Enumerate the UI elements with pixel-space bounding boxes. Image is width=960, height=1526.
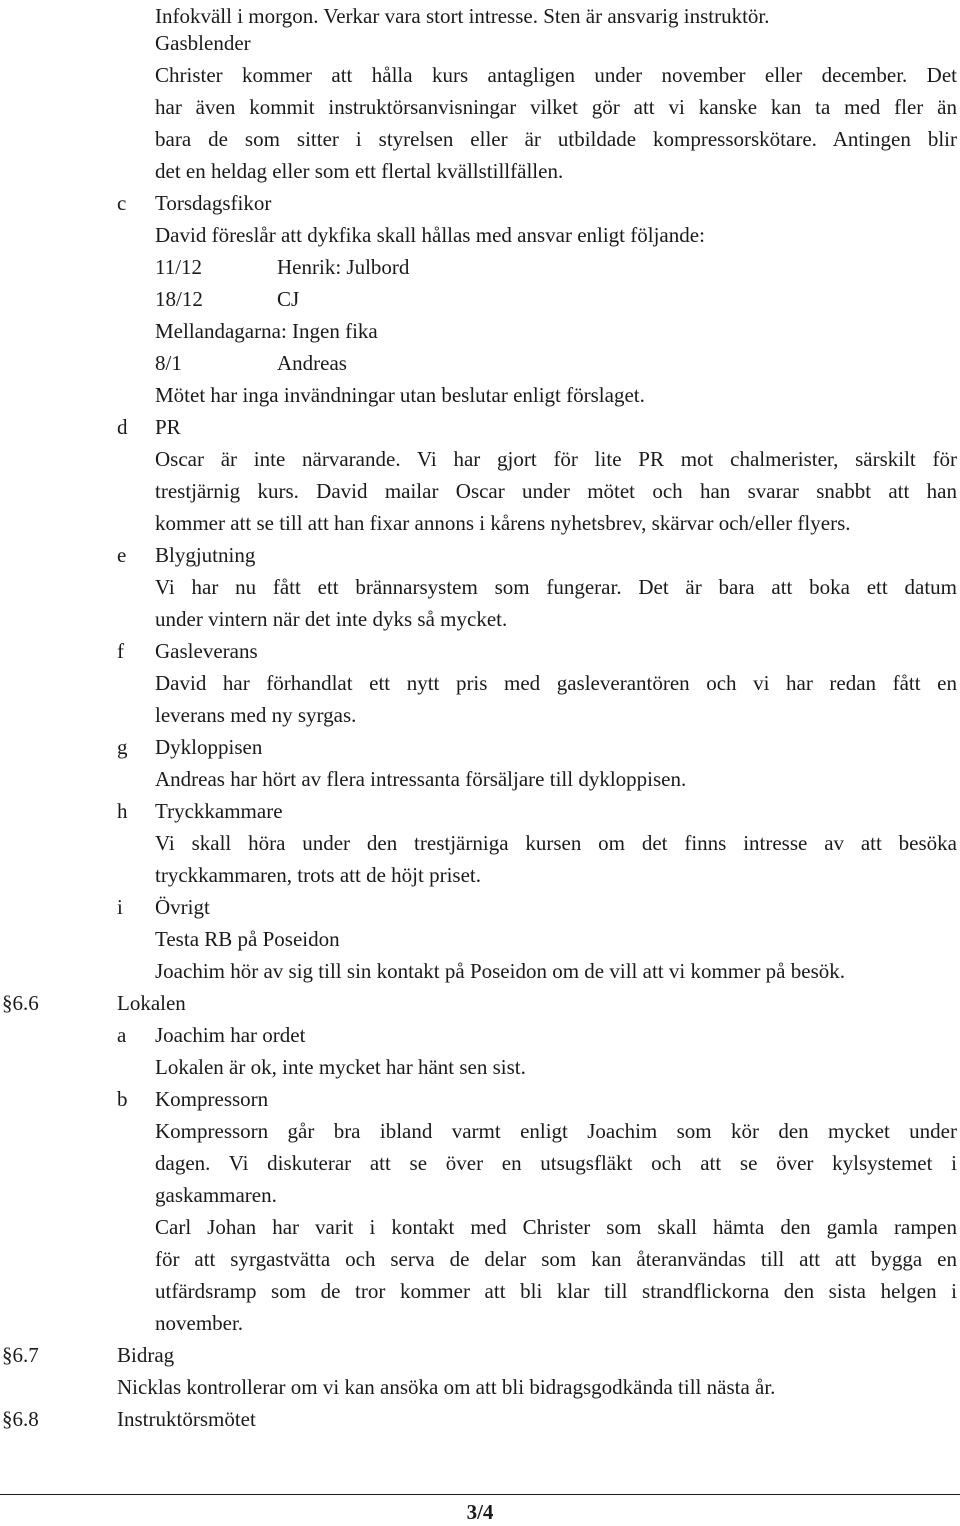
item-title: Joachim har ordet [155,1023,306,1047]
text-line [0,571,960,603]
paragraph-text: leverans med ny syrgas. [155,703,357,727]
item-letter: f [117,639,124,663]
item-heading-b [0,1083,960,1115]
paragraph-text: har även kommit instruktörsanvisningar vilket gör att vi kanske kan ta med fler än [155,95,957,119]
section-title: Lokalen [117,991,186,1015]
paragraph-text: Vi skall höra under den trestjärniga kursen om det finns intresse av att besöka [155,831,957,855]
text-line [0,859,960,891]
text-line [0,475,960,507]
paragraph-text: Lokalen är ok, inte mycket har hänt sen sist. [155,1055,526,1079]
item-heading-f [0,635,960,667]
text-line [0,1275,960,1307]
text-line [0,59,960,91]
item-heading-a [0,1019,960,1051]
text-line [0,155,960,187]
section-title: Bidrag [117,1343,175,1367]
paragraph-text: Mötet har inga invändningar utan beslutar enligt förslaget. [155,383,645,407]
paragraph-text: gaskammaren. [155,1183,277,1207]
paragraph-text: Joachim hör av sig till sin kontakt på Poseidon om de vill att vi kommer på besök. [155,959,845,983]
item-title: Övrigt [155,895,210,919]
section-heading-6-8 [0,1403,960,1435]
item-heading-d [0,411,960,443]
schedule-row [0,315,960,347]
item-title: Blygjutning [155,543,256,567]
paragraph-text: det en heldag eller som ett flertal kvällstillfällen. [155,159,564,183]
item-title: Tryckkammare [155,799,283,823]
text-line [0,443,960,475]
paragraph-text: Christer kommer att hålla kurs antagligen under november eller december. Det [155,63,957,87]
schedule-responsible: Henrik: Julbord [277,255,410,279]
footer-divider [0,1494,960,1495]
text-line [0,1307,960,1339]
text-line [0,603,960,635]
text-line [0,27,960,59]
text-line [0,1211,960,1243]
section-number: §6.6 [2,991,39,1015]
schedule-text: Mellandagarna: Ingen fika [155,319,378,343]
item-letter: h [117,799,128,823]
paragraph-text: Vi har nu fått ett brännarsystem som fungerar. Det är bara att boka ett datum [155,575,957,599]
item-letter: c [117,191,127,215]
item-heading-e [0,539,960,571]
schedule-date: 8/1 [155,351,182,375]
subheading-text: Gasblender [155,31,251,55]
text-line [0,667,960,699]
paragraph-text: Carl Johan har varit i kontakt med Christer som skall hämta den gamla rampen [155,1215,957,1239]
paragraph-text: Infokväll i morgon. Verkar vara stort intresse. Sten är ansvarig instruktör. [155,4,770,28]
item-letter: d [117,415,128,439]
item-letter: g [117,735,128,759]
paragraph-text: kommer att se till att han fixar annons i kårens nyhetsbrev, skärvar och/eller flyers. [155,511,851,535]
text-line [0,1147,960,1179]
schedule-row [0,251,960,283]
item-letter: a [117,1023,127,1047]
text-line [0,91,960,123]
text-line [0,763,960,795]
item-title: Kompressorn [155,1087,269,1111]
paragraph-text: utfärdsramp som de tror kommer att bli klar till strandflickorna den sista helgen i [155,1279,957,1303]
section-number: §6.7 [2,1343,39,1367]
item-letter: e [117,543,127,567]
section-title: Instruktörsmötet [117,1407,256,1431]
paragraph-text: trestjärnig kurs. David mailar Oscar under mötet och han svarar snabbt att han [155,479,957,503]
page-number: 3/4 [466,1500,494,1524]
item-letter: b [117,1087,128,1111]
text-line [0,1179,960,1211]
section-heading-6-6 [0,987,960,1019]
text-line [0,379,960,411]
paragraph-text: David föreslår att dykfika skall hållas med ansvar enligt följande: [155,223,705,247]
schedule-responsible: CJ [277,287,300,311]
schedule-date: 18/12 [155,287,203,311]
section-heading-6-7 [0,1339,960,1371]
schedule-row [0,283,960,315]
paragraph-text: bara de som sitter i styrelsen eller är utbildade kompressorskötare. Antingen blir [155,127,957,151]
paragraph-text: Andreas har hört av flera intressanta försäljare till dykloppisen. [155,767,687,791]
text-line [0,1051,960,1083]
item-heading-g [0,731,960,763]
paragraph-text: Testa RB på Poseidon [155,927,340,951]
schedule-responsible: Andreas [277,351,347,375]
text-line [0,1243,960,1275]
paragraph-text: dagen. Vi diskuterar att se över en utsugsfläkt och att se över kylsystemet i [155,1151,957,1175]
schedule-row [0,347,960,379]
text-line [0,123,960,155]
text-line [0,923,960,955]
item-title: Torsdagsfikor [155,191,272,215]
text-line [0,1371,960,1403]
text-line [0,507,960,539]
paragraph-text: november. [155,1311,244,1335]
text-line [0,219,960,251]
item-heading-c [0,187,960,219]
section-number: §6.8 [2,1407,39,1431]
item-title: Dykloppisen [155,735,263,759]
paragraph-text: tryckkammaren, trots att de höjt priset. [155,863,481,887]
text-line [0,1115,960,1147]
paragraph-text: Kompressorn går bra ibland varmt enligt Joachim som kör den mycket under [155,1119,957,1143]
item-heading-h [0,795,960,827]
item-heading-i [0,891,960,923]
text-line [0,955,960,987]
schedule-date: 11/12 [155,255,203,279]
paragraph-text: Nicklas kontrollerar om vi kan ansöka om att bli bidragsgodkända till nästa år. [117,1375,776,1399]
item-letter: i [117,895,123,919]
text-line [0,827,960,859]
paragraph-text: Oscar är inte närvarande. Vi har gjort för lite PR mot chalmerister, särskilt för [155,447,957,471]
paragraph-text: David har förhandlat ett nytt pris med gasleverantören och vi har redan fått en [155,671,957,695]
text-line [0,699,960,731]
item-title: PR [155,415,181,439]
paragraph-text: under vintern när det inte dyks så mycket. [155,607,508,631]
item-title: Gasleverans [155,639,258,663]
paragraph-text: för att syrgastvätta och serva de delar som kan återanvändas till att att bygga en [155,1247,957,1271]
